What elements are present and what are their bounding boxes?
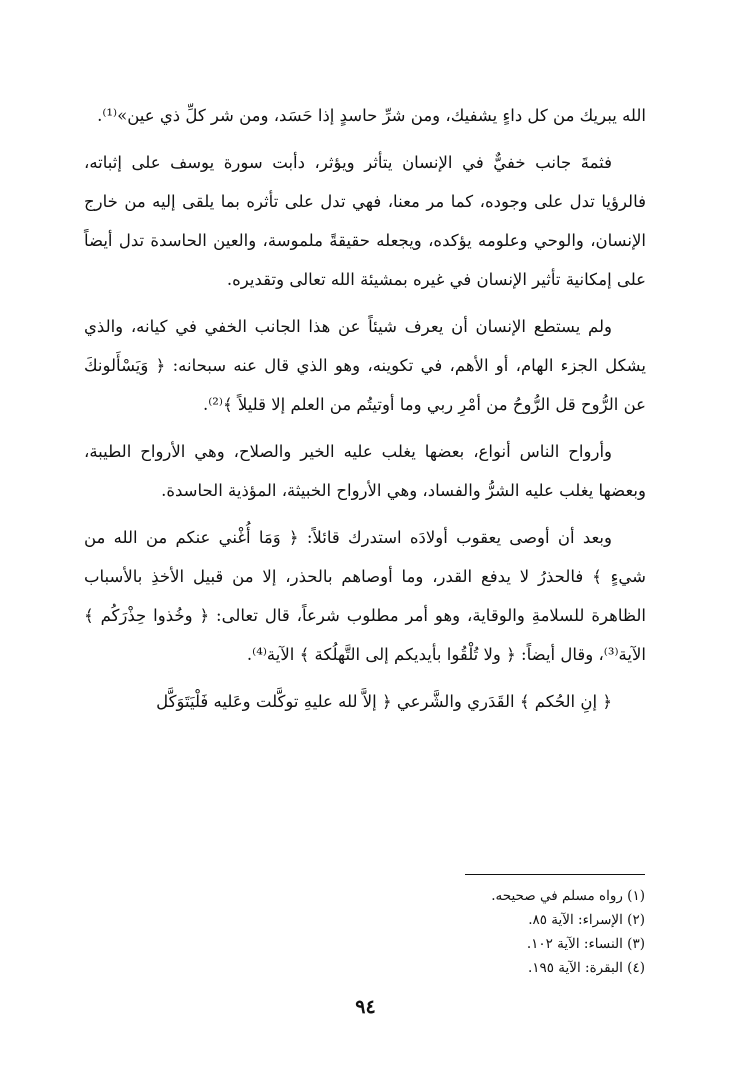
- page-number: ٩٤: [355, 996, 376, 1018]
- footnote-2: (٢) الإسراء: الآية ٨٥.: [528, 912, 645, 928]
- footnotes: [245, 884, 645, 980]
- footnote-divider: [465, 874, 645, 875]
- main-text: [84, 96, 646, 729]
- paragraph-6: ﴿ إنِ الحُكم ﴾ القَدَري والشَّرعي ﴿ إلاَّ لله عليهِ توكَّلت وعَليه فَلْيَتَوَكَّل: [156, 692, 612, 711]
- footnote-4: (٤) البقرة: الآية ١٩٥.: [527, 960, 645, 976]
- paragraph-3: ولم يستطع الإنسان أن يعرف شيئاً عن هذا الجانب الخفي في كيانه، والذي يشكل الجزء الهام، أو الأهم، في تكوينه، وهو الذي قال عنه سبحانه: ﴿ وَيَسْأَلونكَ عن الرُّوح قل الرُّوحُ من أمْرِ ربي وما أوتيتُم من العلم إلا قليلاً ﴾⁽²⁾.: [84, 317, 646, 414]
- paragraph-4: وأرواح الناس أنواع، بعضها يغلب عليه الخير والصلاح، وهي الأرواح الطيبة، وبعضها يغلب عليه الشرُّ والفساد، وهي الأرواح الخبيثة، المؤذية الحاسدة.: [84, 442, 646, 500]
- paragraph-2: فثمةَ جانب خفيٌّ في الإنسان يتأثر ويؤثر، دأبت سورة يوسف على إثباته، فالرؤيا تدل على وجوده، كما مر معنا، فهي تدل على تأثره بما يلقى إليه من خارج الإنسان، والوحي وعلومه يؤكده، ويجعله حقيقةً ملموسة، والعين الحاسدة تدل أيضاً على إمكانية تأثير الإنسان في غيره بمشيئة الله تعالى وتقديره.: [84, 153, 646, 289]
- paragraph-5: وبعد أن أوصى يعقوب أولادَه استدرك قائلاً: ﴿ وَمَا أُغْني عنكم من الله من شيءٍ ﴾ فالحذرُ لا يدفع القدر، وما أوصاهم بالحذر، إلا من قبيل الأخذِ بالأسباب الظاهرة للسلامةِ والوقاية، وهو أمر مطلوب شرعاً، قال تعالى: ﴿ وخُذوا حِذْرَكُم ﴾ الآية⁽³⁾، وقال أيضاً: ﴿ ولا تُلْقُوا بأيديكم إلى التَّهلُكة ﴾ الآية⁽⁴⁾.: [84, 528, 646, 664]
- paragraph-1: الله يبريك من كل داءٍ يشفيك، ومن شرِّ حاسدٍ إذا حَسَد، ومن شر كلِّ ذي عين»⁽¹⁾.: [97, 106, 646, 125]
- footnote-3: (٣) النساء: الآية ١٠٢.: [526, 936, 645, 952]
- footnote-1: (١) رواه مسلم في صحيحه.: [491, 888, 645, 904]
